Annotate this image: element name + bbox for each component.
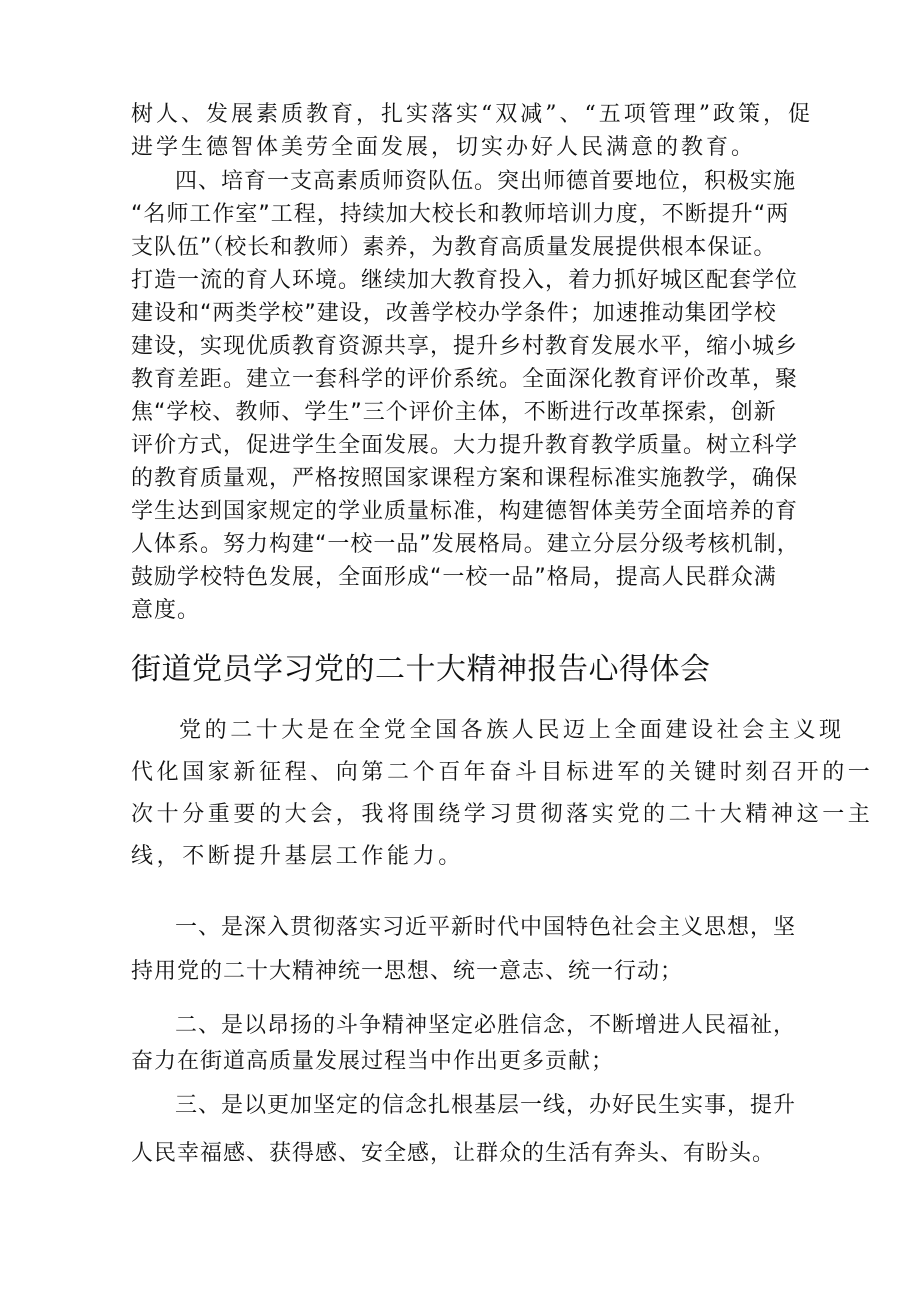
intro-paragraph [131, 710, 874, 878]
paragraph-line: 四、培育一支高素质师资队伍。突出师德首要地位，积极实施 [175, 169, 797, 194]
paragraph-line: 意度。 [131, 598, 201, 623]
paragraph-line: 线，不断提升基层工作能力。 [131, 844, 464, 869]
point-one-paragraph [131, 906, 811, 994]
paragraph-line: “名师工作室”工程，持续加大校长和教师培训力度，不断提升“两 [131, 202, 790, 227]
paragraph-line: 树人、发展素质教育，扎实落实“双减”、“五项管理”政策，促 [131, 102, 813, 127]
paragraph-line: 焦“学校、教师、学生”三个评价主体，不断进行改革探索，创新 [131, 400, 777, 425]
paragraph-line: 学生达到国家规定的学业质量标准，构建德智体美劳全面培养的育 [131, 499, 799, 524]
paragraph-line: 建设，实现优质教育资源共享，提升乡村教育发展水平，缩小城乡 [131, 334, 799, 359]
paragraph-line: 代化国家新征程、向第二个百年奋斗目标进军的关键时刻召开的一 [131, 760, 874, 785]
paragraph-line: 进学生德智体美劳全面发展，切实办好人民满意的教育。 [131, 135, 757, 160]
paragraph-line: 一、是深入贯彻落实习近平新时代中国特色社会主义思想，坚 [175, 915, 797, 940]
paragraph-line: 建设和“两类学校”建设，改善学校办学条件；加速推动集团学校 [131, 301, 777, 326]
paragraph-line: 的教育质量观，严格按照国家课程方案和课程标准实施教学，确保 [131, 466, 799, 491]
paragraph-line: 持用党的二十大精神统一思想、统一意志、统一行动； [131, 959, 684, 984]
paragraph-line: 支队伍”（校长和教师）素养，为教育高质量发展提供根本保证。 [131, 235, 777, 260]
paragraph-line: 人体系。努力构建“一校一品”发展格局。建立分层分级考核机制， [131, 532, 800, 557]
paragraph-line: 打造一流的育人环境。继续加大教育投入，着力抓好城区配套学位 [131, 268, 799, 293]
paragraph-line: 鼓励学校特色发展，全面形成“一校一品”格局，提高人民群众满 [131, 565, 777, 590]
paragraph-line: 奋力在街道高质量发展过程当中作出更多贡献； [131, 1049, 615, 1074]
paragraph-line: 次十分重要的大会，我将围绕学习贯彻落实党的二十大精神这一主 [131, 802, 874, 827]
paragraph-line: 评价方式，促进学生全面发展。大力提升教育教学质量。树立科学 [131, 433, 799, 458]
continuation-paragraph [131, 98, 811, 164]
paragraph-line: 人民幸福感、获得感、安全感，让群众的生活有奔头、有盼头。 [131, 1141, 776, 1166]
paragraph-line: 二、是以昂扬的斗争精神坚定必胜信念，不断增进人民福祉， [175, 1013, 797, 1038]
article-title: 街道党员学习党的二十大精神报告心得体会 [131, 652, 711, 687]
paragraph-line: 党的二十大是在全党全国各族人民迈上全面建设社会主义现 [179, 718, 845, 743]
paragraph-line: 三、是以更加坚定的信念扎根基层一线，办好民生实事，提升 [175, 1093, 797, 1118]
point-three-paragraph [131, 1082, 811, 1178]
paragraph-line: 教育差距。建立一套科学的评价系统。全面深化教育评价改革，聚 [131, 367, 799, 392]
point-two-paragraph [131, 1008, 811, 1080]
section-four-paragraph [131, 165, 811, 627]
